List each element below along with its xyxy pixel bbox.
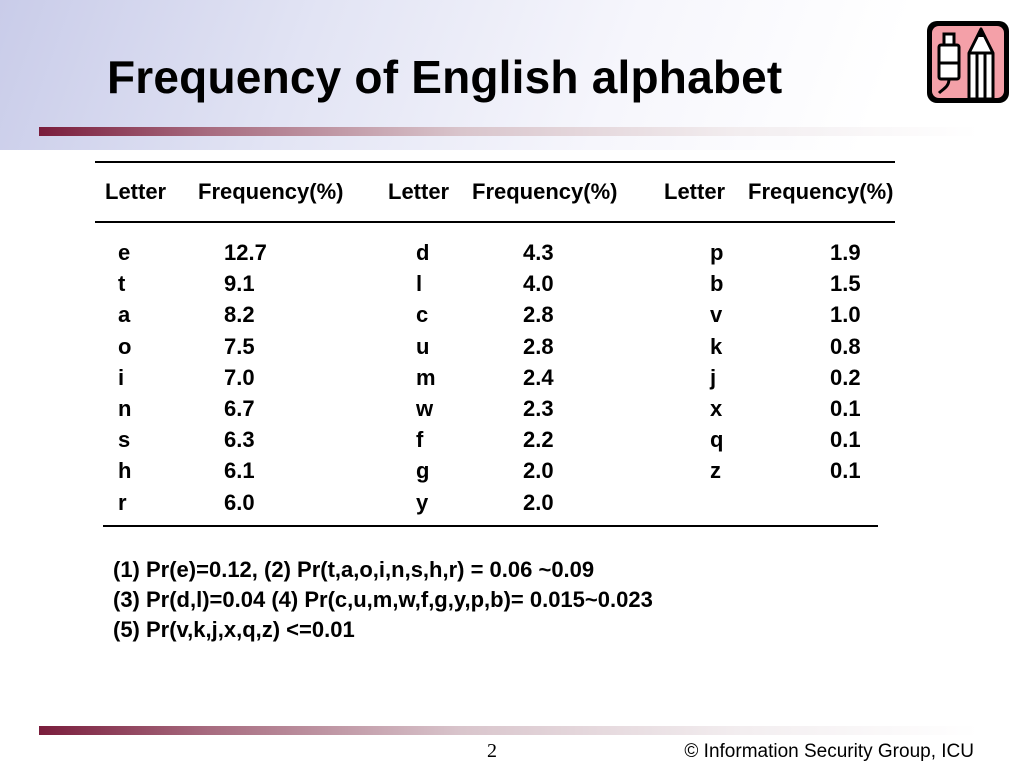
header-frequency-3: Frequency(%) [748,179,894,204]
letter-cell: s [118,427,131,453]
note-line: (3) Pr(d,l)=0.04 (4) Pr(c,u,m,w,f,g,y,p,b)= 0.015~0.023 [113,587,653,612]
footer-copyright: © Information Security Group, ICU [684,741,974,762]
table-bottom-rule [103,525,878,527]
frequency-cell: 4.0 [523,271,554,297]
frequency-cell: 2.4 [523,364,554,390]
frequency-cell: 1.0 [830,302,861,328]
letter-cell: i [118,364,125,390]
frequency-cell: 2.0 [523,489,554,515]
frequency-cell: 8.2 [224,302,255,328]
letter-cell: j [710,364,717,390]
header-letter-2: Letter [388,179,450,204]
frequency-cell: 9.1 [224,271,255,297]
letter-cell: b [710,271,724,297]
letter-cell: x [710,396,723,421]
footer-band [39,726,979,735]
letter-cell: l [416,271,423,297]
letter-cell: c [416,302,429,328]
frequency-cell: 6.0 [224,489,255,515]
letter-cell: r [118,489,127,515]
letter-cell: t [118,271,126,297]
frequency-cell: 0.1 [830,427,861,453]
letter-cell: n [118,396,132,421]
pencil-eraser-icon [925,19,1011,105]
letter-cell: m [416,364,436,390]
frequency-cell: 0.8 [830,333,861,359]
letter-cell: y [416,489,429,515]
letter-cell: z [710,458,721,484]
letter-cell: p [710,240,724,265]
letter-cell: f [416,427,424,453]
letter-cell: g [416,458,430,484]
letter-cell: u [416,333,430,359]
note-line: (5) Pr(v,k,j,x,q,z) <=0.01 [113,617,355,642]
frequency-cell: 7.5 [224,333,255,359]
table-header-rule [95,221,895,223]
slide-title: Frequency of English alphabet [107,51,783,103]
frequency-cell: 2.0 [523,458,554,484]
frequency-cell: 0.1 [830,458,861,484]
letter-cell: v [710,302,723,328]
letter-cell: k [710,333,723,359]
frequency-cell: 0.2 [830,364,861,390]
letter-cell: w [416,396,434,421]
frequency-cell: 2.8 [523,333,554,359]
frequency-cell: 2.2 [523,427,554,453]
frequency-cell: 6.3 [224,427,255,453]
frequency-cell: 2.3 [523,396,554,421]
frequency-cell: 1.5 [830,271,861,297]
header-letter-3: Letter [664,179,726,204]
letter-cell: d [416,240,430,265]
letter-cell: q [710,427,724,453]
probability-notes [113,555,653,645]
page-number: 2 [487,740,497,762]
letter-cell: e [118,240,131,265]
header-letter-1: Letter [105,179,167,204]
table-top-rule [95,161,895,163]
letter-cell: o [118,333,132,359]
frequency-cell: 7.0 [224,364,255,390]
header-frequency-1: Frequency(%) [198,179,344,204]
letter-cell: a [118,302,131,328]
frequency-cell: 6.7 [224,396,255,421]
frequency-cell: 2.8 [523,302,554,328]
header-frequency-2: Frequency(%) [472,179,618,204]
frequency-cell: 4.3 [523,240,554,265]
frequency-cell: 12.7 [224,240,267,265]
letter-cell: h [118,458,132,484]
frequency-cell: 6.1 [224,458,255,484]
note-line: (1) Pr(e)=0.12, (2) Pr(t,a,o,i,n,s,h,r) = 0.06 ~0.09 [113,557,595,582]
frequency-cell: 1.9 [830,240,861,265]
title-underline-band [39,127,979,136]
frequency-cell: 0.1 [830,396,861,421]
